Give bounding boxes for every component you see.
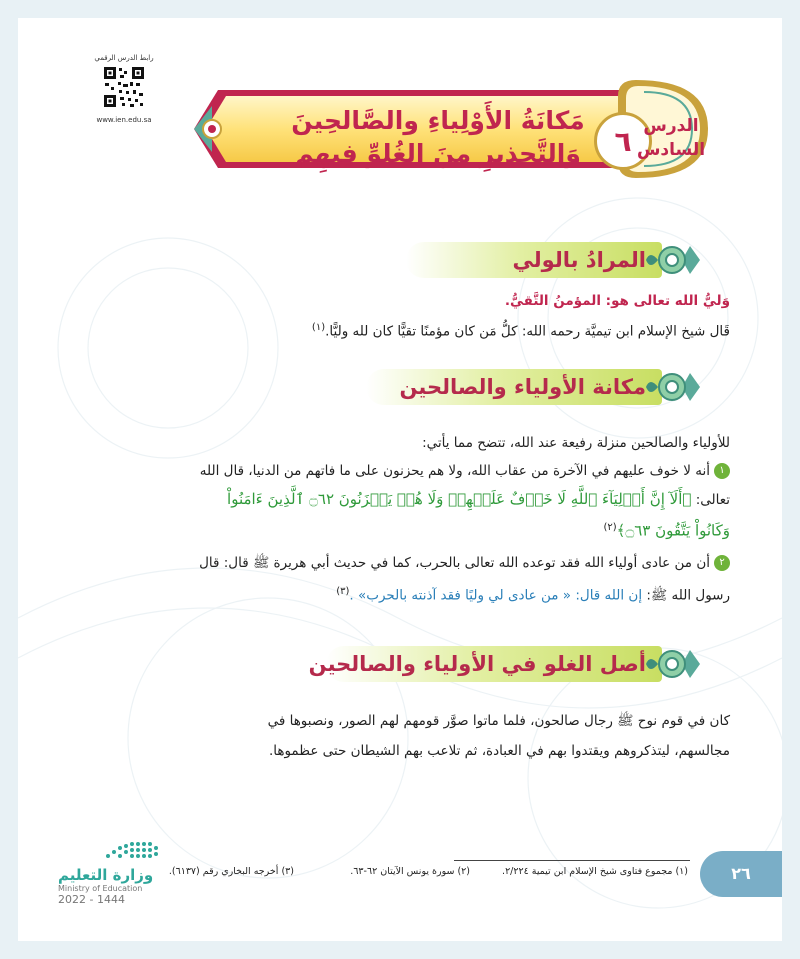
qr-block[interactable] <box>82 54 166 124</box>
point-1-line1 <box>200 458 730 485</box>
point-1-line2 <box>227 486 730 514</box>
section2-intro: للأولياء والصالحين منزلة رفيعة عند الله، تتضح مما يأتي: <box>422 435 730 451</box>
point-1-line3 <box>603 514 730 546</box>
lesson-label-line2: السادس <box>636 140 706 160</box>
section-heading-2 <box>366 365 702 409</box>
footnote-2: (٢) سورة يونس الآيتان ٦٢-٦٣. <box>350 866 470 877</box>
leaf-ornament-icon <box>644 642 702 686</box>
qr-code-icon[interactable] <box>102 65 146 109</box>
ibn-taymiyya-quote <box>312 314 730 346</box>
section-title-3: أصل الغلو في الأولياء والصالحين <box>308 652 646 676</box>
section-heading-3 <box>308 642 702 686</box>
qr-url[interactable]: www.ien.edu.sa <box>96 116 152 124</box>
page-number: ٢٦ <box>731 864 751 883</box>
footnote-ref-3[interactable]: (٣) <box>336 586 350 597</box>
ministry-name-ar: وزارة التعليم <box>58 866 154 884</box>
footnote-ref-2[interactable]: (٢) <box>603 522 617 533</box>
section-title-2: مكانة الأولياء والصالحين <box>399 375 646 399</box>
leaf-ornament-icon <box>644 238 702 282</box>
qr-label: رابط الدرس الرقمي <box>94 54 154 62</box>
lesson-banner <box>188 76 708 182</box>
quote-text: قَال شيخ الإسلام ابن تيميَّة رحمه الله: كلُّ مَن كان مؤمنًا تقيًّا كان لله وليًّا. <box>325 323 730 340</box>
section3-line1: كان في قوم نوح ﷺ رجال صالحون، فلما ماتوا صوَّر قومهم لهم الصور، ونصبوها في <box>267 713 730 729</box>
point1-text: أنه لا خوف عليهم في الآخرة من عقاب الله، ولا هم يحزنون على ما فاتهم من الدنيا، قال الله <box>199 463 710 479</box>
footnote-ref-1[interactable]: (١) <box>311 322 326 333</box>
leaf-ornament-icon <box>644 365 702 409</box>
lesson-title <box>288 104 588 174</box>
point1-prefix: تعالى: <box>695 492 730 508</box>
footnote-1: (١) مجموع فتاوى شيخ الإسلام ابن تيمية ٢/٢٢٤. <box>502 866 688 877</box>
wali-definition: وَليُّ الله تعالى هو: المؤمنُ التَّقيُّ. <box>504 293 730 309</box>
lesson-number: ٦ <box>594 112 652 170</box>
point-2-line1 <box>199 550 730 577</box>
lesson-title-line2: وَالتَّحذِيرِ مِنَ الغُلوِّ فِيهِم <box>295 139 581 168</box>
ministry-name-en: Ministry of Education <box>58 884 143 893</box>
lesson-label-line1: الدرس <box>643 116 699 136</box>
edition-year: 2022 - 1444 <box>58 893 125 906</box>
point2-prefix: رسول الله ﷺ: <box>646 587 730 604</box>
quran-verse-part2: وَكَانُواْ يَتَّقُونَ ۝٦٣﴾ <box>616 521 730 540</box>
section3-line2: مجالسهم، ليتذكروهم ويقتدوا بهم في العبادة، ثم تلاعب بهم الشيطان حتى عظموها. <box>268 743 730 759</box>
point-number-badge: ٢ <box>714 555 730 571</box>
ministry-logo <box>58 838 208 906</box>
ministry-dots-icon <box>98 838 188 862</box>
point-number-badge: ١ <box>714 463 730 479</box>
quran-verse-part1: ﴿أَلَآ إِنَّ أَوۡلِيَآءَ ٱللَّهِ لَا خَوۡفٌ عَلَيۡهِمۡ وَلَا هُمۡ يَحۡزَنُونَ ۝٦٢ ٱلَّذِينَ ءَامَنُواْ <box>227 490 692 508</box>
footnote-divider <box>454 860 690 861</box>
section-title-1: المرادُ بالولي <box>512 248 646 272</box>
section-heading-1 <box>406 238 702 282</box>
hadith-text: إن الله قال: « من عادى لي وليًا فقد آذنته بالحرب» . <box>349 587 643 604</box>
lesson-title-line1: مَكانَةُ الأَوْلِياءِ والصَّالحِينَ <box>291 106 585 135</box>
footnote-3: (٣) أخرجه البخاري رقم (٦١٣٧). <box>168 866 294 877</box>
lesson-label <box>636 104 706 172</box>
point-2-line2 <box>336 578 730 610</box>
textbook-page <box>18 18 782 941</box>
point2-text: أن من عادى أولياء الله فقد توعده الله تعالى بالحرب، كما في حديث أبي هريرة ﷺ قال: قال <box>199 555 710 571</box>
